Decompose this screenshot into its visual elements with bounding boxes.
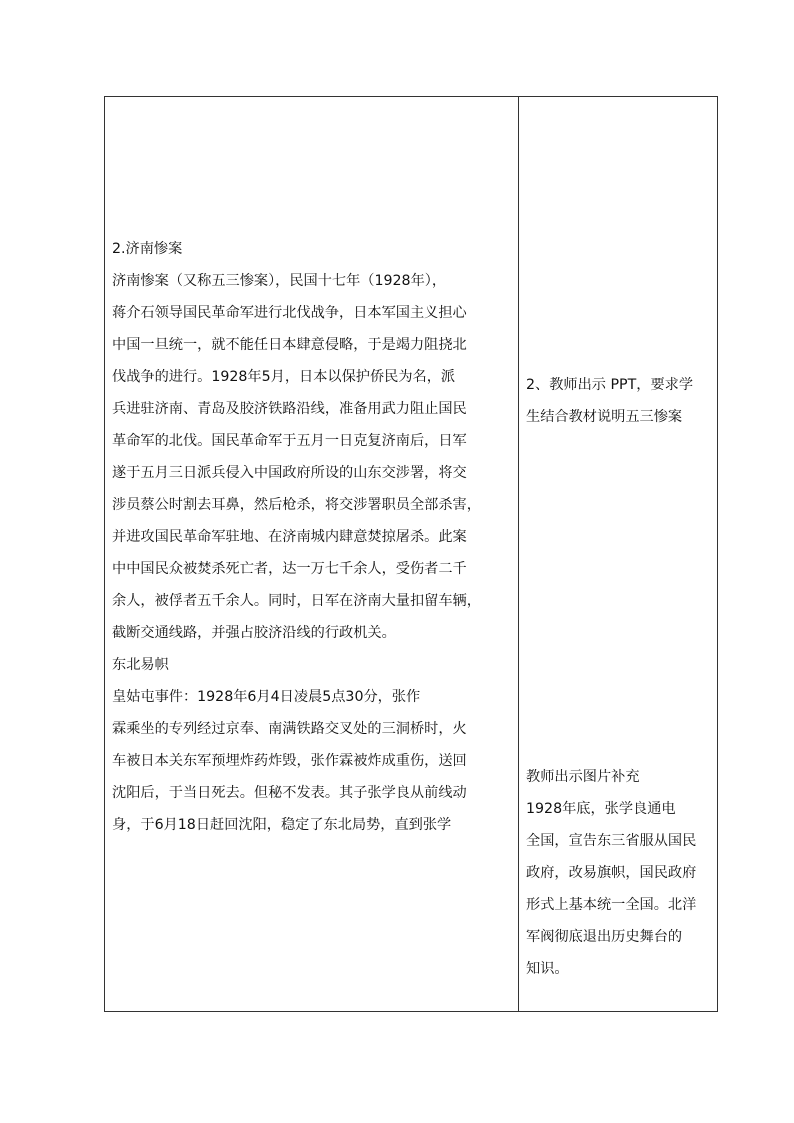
- section-heading-northeast: 东北易帜: [112, 657, 169, 673]
- activity-line: 知识。: [526, 961, 569, 977]
- paragraph-line: 兵进驻济南、青岛及胶济铁路沿线，准备用武力阻止国民: [112, 401, 467, 417]
- lesson-plan-table: [104, 96, 718, 1012]
- content-cell: [112, 233, 512, 841]
- paragraph-line: 沈阳后，于当日死去。但秘不发表。其子张学良从前线动: [112, 785, 467, 801]
- paragraph-line: 中中国民众被焚杀死亡者，达一万七千余人，受伤者二千: [112, 561, 467, 577]
- activity-line: 教师出示图片补充: [526, 769, 640, 785]
- paragraph-line: 车被日本关东军预埋炸药炸毁，张作霖被炸成重伤，送回: [112, 753, 467, 769]
- paragraph-line: 遂于五月三日派兵侵入中国政府所设的山东交涉署，将交: [112, 465, 467, 481]
- column-divider: [518, 97, 519, 1011]
- paragraph-line: 并进攻国民革命军驻地、在济南城内肆意焚掠屠杀。此案: [112, 529, 467, 545]
- activity-line: 1928年底，张学良通电: [526, 801, 676, 817]
- section-heading-jinan: 2.济南惨案: [112, 241, 183, 257]
- paragraph-line: 涉员蔡公时割去耳鼻，然后枪杀，将交涉署职员全部杀害，: [112, 497, 481, 513]
- jinan-incident-paragraph: [112, 265, 512, 649]
- paragraph-line: 截断交通线路，并强占胶济沿线的行政机关。: [112, 625, 396, 641]
- activity-line: 军阀彻底退出历史舞台的: [526, 929, 683, 945]
- paragraph-line: 中国一旦统一，就不能任日本肆意侵略，于是竭力阻挠北: [112, 337, 467, 353]
- activity-line: 生结合教材说明五三惨案: [526, 409, 683, 425]
- teacher-activity-pictures: [526, 761, 712, 985]
- paragraph-line: 霖乘坐的专列经过京奉、南满铁路交叉处的三洞桥时，火: [112, 721, 467, 737]
- paragraph-line: 皇姑屯事件：1928年6月4日凌晨5点30分，张作: [112, 689, 421, 705]
- paragraph-line: 伐战争的进行。1928年5月，日本以保护侨民为名，派: [112, 369, 456, 385]
- activity-line: 政府，改易旗帜，国民政府: [526, 865, 697, 881]
- huanggutun-incident-paragraph: [112, 681, 512, 841]
- teacher-activity-cell: [526, 369, 712, 985]
- paragraph-line: 蒋介石领导国民革命军进行北伐战争，日本军国主义担心: [112, 305, 467, 321]
- paragraph-line: 济南惨案（又称五三惨案），民国十七年（1928年），: [112, 273, 447, 289]
- activity-line: 形式上基本统一全国。北洋: [526, 897, 697, 913]
- paragraph-line: 余人，被俘者五千余人。同时，日军在济南大量扣留车辆，: [112, 593, 481, 609]
- teacher-activity-ppt: [526, 369, 712, 433]
- paragraph-line: 身，于6月18日赶回沈阳，稳定了东北局势，直到张学: [112, 817, 452, 833]
- cell-spacer: [526, 433, 712, 761]
- activity-line: 全国，宣告东三省服从国民: [526, 833, 697, 849]
- activity-line: 2、教师出示 PPT，要求学: [526, 377, 694, 393]
- paragraph-line: 革命军的北伐。国民革命军于五月一日克复济南后，日军: [112, 433, 467, 449]
